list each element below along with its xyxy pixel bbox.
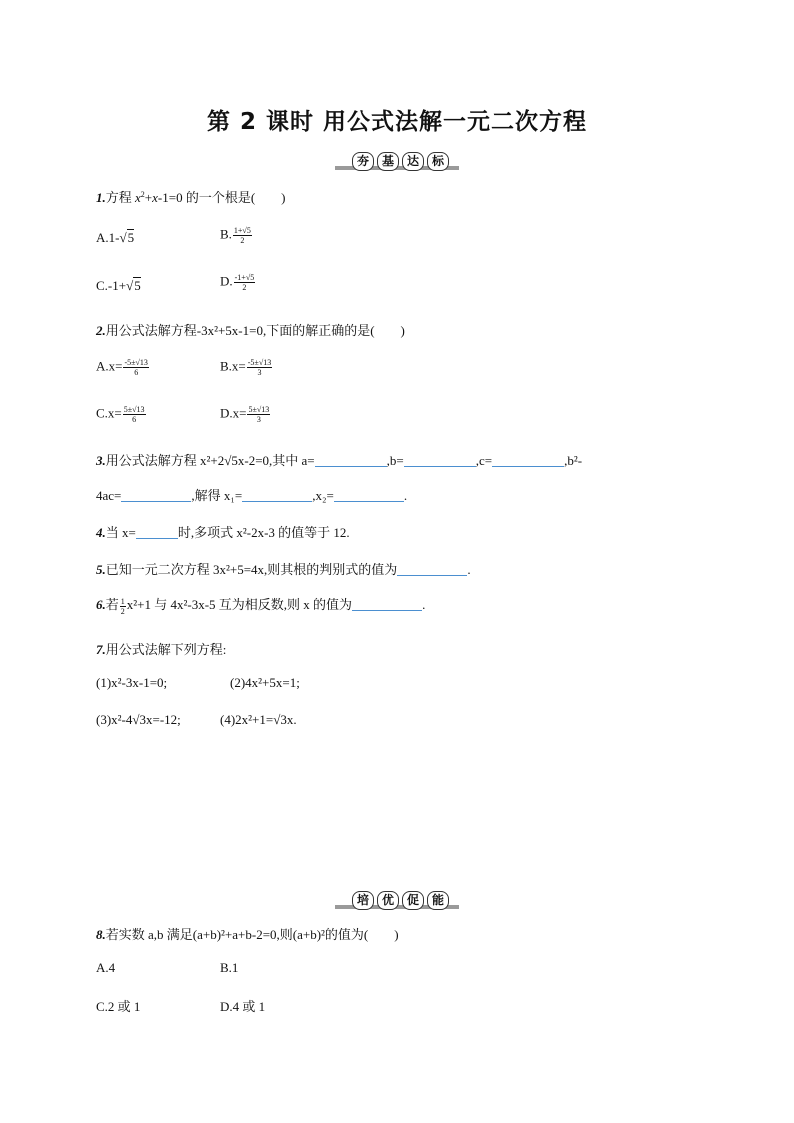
question-text: 用公式法解方程 x²+2√5x-2=0,其中 a=	[105, 453, 315, 468]
answer-blank-c[interactable]	[492, 454, 564, 467]
question-6	[96, 594, 425, 616]
question-text: 用公式法解方程-3x²+5x-1=0,下面的解正确的是( )	[105, 323, 405, 338]
question-text: +	[144, 190, 153, 205]
denominator: 6	[134, 368, 139, 377]
question-text: 4ac=	[96, 488, 122, 503]
option-c[interactable]	[96, 405, 147, 424]
question-number: 7.	[96, 642, 106, 657]
question-number: 6.	[96, 597, 106, 612]
banner-char: 促	[402, 891, 424, 910]
question-5	[96, 559, 471, 578]
question-text: 时,多项式 x²-2x-3 的值等于 12.	[177, 525, 350, 540]
answer-blank-x2[interactable]	[334, 489, 404, 502]
question-4	[96, 522, 350, 541]
question-text: ,解得 x₁=	[191, 488, 243, 503]
denominator: 2	[120, 606, 125, 616]
fraction	[123, 358, 148, 377]
subquestion-3: (3)x²-4√3x=-12;	[96, 712, 181, 727]
banner-char: 能	[427, 891, 449, 910]
question-text: 方程	[105, 190, 136, 205]
fraction	[120, 597, 126, 616]
radicand: 5	[134, 278, 141, 293]
question-number: 5.	[96, 562, 106, 577]
question-text: 已知一元二次方程 3x²+5=4x,则其根的判别式的值为	[105, 562, 398, 577]
question-text: x²+1 与 4x²-3x-5 互为相反数,则 x 的值为	[126, 597, 353, 612]
answer-blank-discriminant[interactable]	[121, 489, 191, 502]
denominator: 2	[242, 283, 247, 292]
numerator: -1+√5	[234, 273, 255, 282]
option-a[interactable]	[96, 358, 150, 377]
question-1: 1.方程 $x^2+x-1=0$ 的一个根是( )	[96, 190, 286, 205]
option-a[interactable]: A.4	[96, 960, 116, 975]
numerator: 1+√5	[233, 226, 251, 235]
option-d[interactable]	[220, 405, 271, 424]
question-text: ,x₂=	[312, 488, 334, 503]
question-text: ,b=	[386, 453, 404, 468]
answer-blank[interactable]	[352, 598, 422, 611]
question-8	[96, 924, 399, 943]
question-text: ,b²-	[564, 453, 583, 468]
question-text: .	[403, 488, 408, 503]
banner-char: 夯	[352, 152, 374, 171]
question-3-line2	[96, 485, 407, 504]
option-b[interactable]	[220, 358, 273, 377]
fraction	[234, 273, 256, 292]
denominator: 6	[132, 415, 137, 424]
banner-char: 标	[427, 152, 449, 171]
question-2	[96, 320, 405, 339]
numerator: -5±√13	[247, 358, 272, 367]
var: x	[152, 190, 158, 205]
subquestion-4: (4)2x²+1=√3x.	[220, 712, 297, 727]
option-d[interactable]	[220, 273, 256, 292]
question-number: 1.	[96, 190, 106, 205]
fraction	[123, 405, 146, 424]
option-b[interactable]: B.1	[220, 960, 239, 975]
numerator: 1	[120, 596, 125, 606]
option-label: A.x=	[96, 358, 123, 374]
banner-char: 基	[377, 152, 399, 171]
answer-blank-a[interactable]	[315, 454, 387, 467]
subquestion-1: (1)x²-3x-1=0;	[96, 675, 168, 690]
answer-blank[interactable]	[397, 563, 467, 576]
banner-char: 达	[402, 152, 424, 171]
option-label: D.x=	[220, 405, 247, 421]
numerator: 5±√13	[123, 405, 145, 414]
subquestion-2: (2)4x²+5x=1;	[230, 675, 300, 690]
denominator: 3	[257, 368, 262, 377]
question-text: -1=0 的一个根是( )	[157, 190, 286, 205]
numerator: -5±√13	[124, 358, 148, 367]
section-banner-advanced	[335, 891, 459, 911]
question-text: .	[422, 597, 426, 612]
fraction	[233, 226, 252, 245]
page-title: 第 2 课时 用公式法解一元二次方程	[206, 109, 588, 135]
option-c[interactable]: C.-1+√5	[96, 278, 141, 293]
banner-char: 培	[352, 891, 374, 910]
question-number: 4.	[96, 525, 106, 540]
question-text: 若实数 a,b 满足(a+b)²+a+b-2=0,则(a+b)²的值为( )	[105, 927, 399, 942]
radicand: 5	[127, 230, 135, 245]
option-label: D.	[220, 273, 233, 289]
section-banner-basic	[335, 152, 459, 172]
option-label: C.-1+	[96, 278, 127, 293]
option-label: B.	[220, 226, 232, 242]
banner-char: 优	[377, 891, 399, 910]
option-label: A.1-	[96, 230, 120, 245]
denominator: 3	[256, 415, 261, 424]
answer-blank-b[interactable]	[404, 454, 476, 467]
answer-blank-x1[interactable]	[242, 489, 312, 502]
answer-blank[interactable]	[136, 526, 178, 539]
fraction	[247, 358, 272, 377]
denominator: 2	[240, 236, 245, 245]
question-number: 3.	[96, 453, 106, 468]
question-text: 若	[105, 597, 119, 612]
option-d[interactable]: D.4 或 1	[220, 999, 266, 1014]
option-a[interactable]: A.1-√5	[96, 230, 135, 245]
option-b[interactable]	[220, 226, 253, 245]
option-c[interactable]: C.2 或 1	[96, 999, 141, 1014]
question-7	[96, 639, 226, 658]
fraction	[247, 405, 270, 424]
var: x	[135, 190, 141, 205]
option-label: C.x=	[96, 405, 122, 421]
numerator: 5±√13	[248, 405, 270, 414]
option-label: B.x=	[220, 358, 246, 374]
question-text: 当 x=	[105, 525, 136, 540]
question-3	[96, 450, 582, 469]
question-text: 用公式法解下列方程:	[105, 642, 227, 657]
question-text: ,c=	[475, 453, 493, 468]
question-text: .	[467, 562, 471, 577]
question-number: 2.	[96, 323, 106, 338]
question-number: 8.	[96, 927, 106, 942]
